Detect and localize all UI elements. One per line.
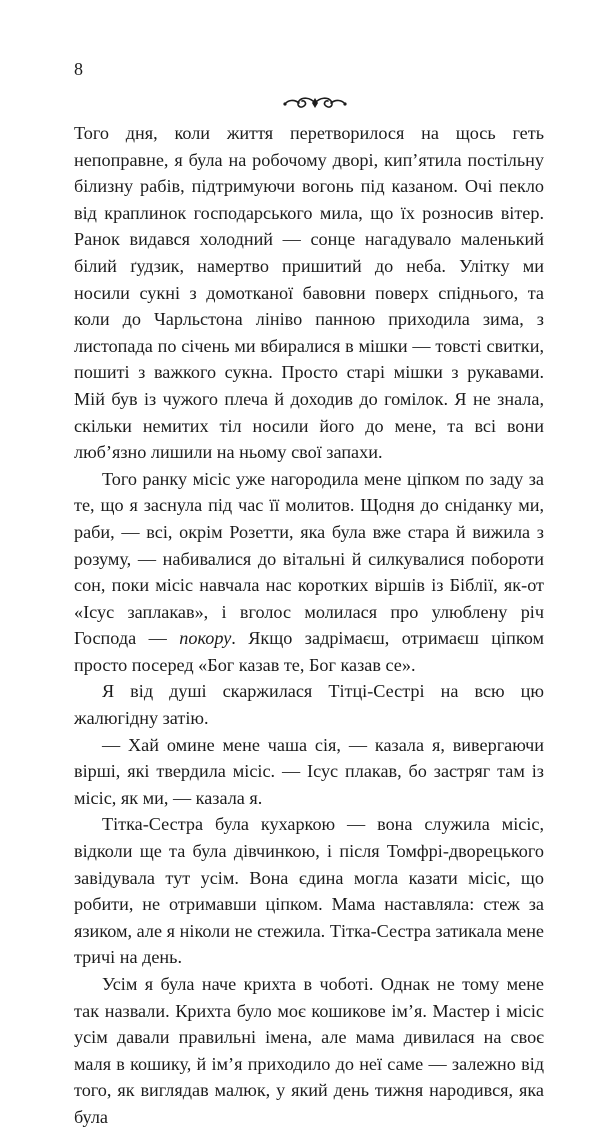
fleuron-ornament-icon [282,92,348,114]
paragraph [74,466,544,679]
body-text [74,120,544,1131]
paragraph: Того дня, коли життя перетворилося на щось геть непоправне, я була на робочому дворі, кип’ятила постільну білизну рабів, підтримуючи вогонь під казаном. Очі пекло від краплинок господарського мила, що їх розносив вітер. Ранок видався холодний — сонце нагадувало маленький білий ґудзик, намертво пришитий до неба. Улітку ми носили сукні з домотканої бавовни поверх спіднього, та коли до Чарльстона лініво панною приходила зима, з листопада по січень ми вбиралися в мішки — товсті свитки, пошиті з важкого сукна. Просто старі мішки з рукавами. Мій був із чужого плеча й доходив до гомілок. Я не знала, скільки немитих тіл носили його до мене, та всі вони люб’язно лишили на ньому свої запахи. [74,123,544,463]
paragraph: Усім я була наче крихта в чоботі. Однак не тому мене так назвали. Крихта було моє кошикове ім’я. Мастер і місіс усім давали правильні імена, але мама дивилася на своє маля в кошику, й ім’я приходило до неї саме — залежно від того, як виглядав малюк, у який день тижня народився, яка була [74,974,544,1127]
paragraph: Тітка-Сестра була кухаркою — вона служила місіс, відколи ще та була дівчинкою, і після Томфрі-дворецького завідувала тут усім. Вона єдина могла казати місіс, що робити, не отримавши ціпком. Мама наставляла: стеж за язиком, але я ніколи не стежила. Тітка-Сестра затикала мене тричі на день. [74,814,544,968]
paragraph-text: Того ранку місіс уже нагородила мене ціпком по заду за те, що я заснула під час її молитов. Щодня до сніданку ми, раби, — всі, окрім Розетти, яка була вже стара й вижила з розуму, — набивалися до вітальні й силкувалися побороти сон, поки місіс навчала нас коротких віршів із Біблії, як-от «Ісус заплакав», і вголос молилася про улюблену річ Господа — [74,468,544,649]
paragraph-text: . Якщо задрімаєш, отримаєш ціпком просто посеред «Бог казав те, Бог казав се». [74,628,544,675]
page-number: 8 [74,59,83,79]
dialogue-paragraph: — Хай омине мене чаша сія, — казала я, вивергаючи вірші, які твердила місіс. — Ісус плакав, бо застряг там із місіс, як ми, — казала я. [74,734,544,808]
emphasized-word: покору [179,628,232,649]
paragraph: Я від душі скаржилася Тітці-Сестрі на всю цю жалюгідну затію. [74,681,544,729]
